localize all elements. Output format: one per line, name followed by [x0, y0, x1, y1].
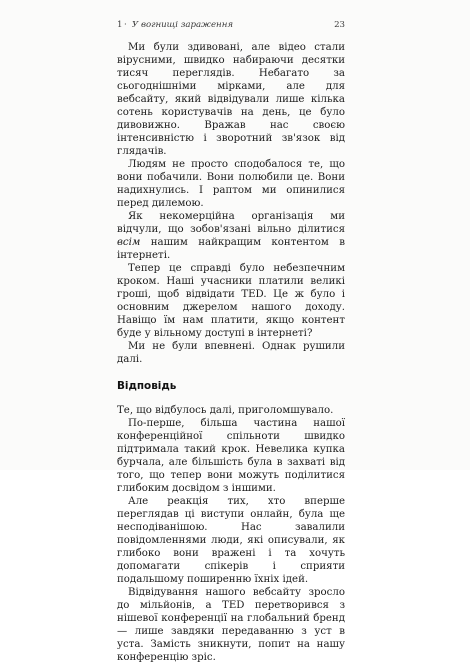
- paragraph: Ми не були впевнені. Однак рушили далі.: [117, 341, 345, 365]
- paragraph: Ми були здивовані, але відео стали вірусними, швидко набираючи десятки тисяч переглядів. Небагато за сьогоднішніми мірками, але для вебсайту, який відвідували лише кілька сотень користувачів на день, це було дивовижно. Вражав нас своєю інтенсивністю і зворотний зв'язок від глядачів.: [117, 42, 345, 157]
- paragraph: Тепер це справді було небезпечним кроком. Наші учасники платили великі гроші, щоб відвідати TED. Це ж було і основним джерелом нашого доходу. Навіщо їм нам платити, якщо контент буде у вільному доступі в інтернеті?: [117, 263, 345, 339]
- paragraph: Відвідування нашого вебсайту зросло до мільйонів, а TED перетворився з нішевої конференції на глобальний бренд — лише завдяки передаванню з уст в уста. Замість зникнути, попит на нашу конференцію зріс.: [117, 587, 345, 663]
- paragraph: Як некомерційна організація ми відчули, що зобов'язані вільно ділитися всім нашим найкращим контентом в інтернеті.: [117, 211, 345, 261]
- section-heading: Відповідь: [117, 380, 177, 392]
- chapter-number: 1: [117, 20, 123, 30]
- paragraph: Людям не просто сподобалося те, що вони побачили. Вони полюбили це. Вони надихнулись. І раптом ми опинилися перед дилемою.: [117, 159, 345, 209]
- emphasis: всім: [117, 237, 141, 248]
- running-header: [117, 20, 345, 34]
- paragraph: Те, що відбулось далі, приголомшувало.: [117, 405, 334, 416]
- header-separator: ·: [124, 20, 127, 30]
- spacer: [117, 393, 345, 404]
- page-number: 23: [334, 20, 345, 30]
- chapter-title: У вогнищі зараження: [132, 20, 234, 30]
- page-body: [117, 41, 345, 664]
- spacer: [117, 366, 345, 380]
- paragraph: Але реакція тих, хто вперше переглядав ці виступи онлайн, була ще несподіванішою. Нас завалили повідомленнями люди, які описували, як глибоко вони вражені і та хочуть допомагати спікерів і сприяти подальшому поширенню їхніх ідей.: [117, 496, 345, 585]
- paragraph: По-перше, більша частина нашої конференційної спільноти швидко підтримала такий крок. Невелика купка бурчала, але більшість була в захваті від того, що тепер вони можуть поділитися глибоким досвідом з іншими.: [117, 418, 345, 494]
